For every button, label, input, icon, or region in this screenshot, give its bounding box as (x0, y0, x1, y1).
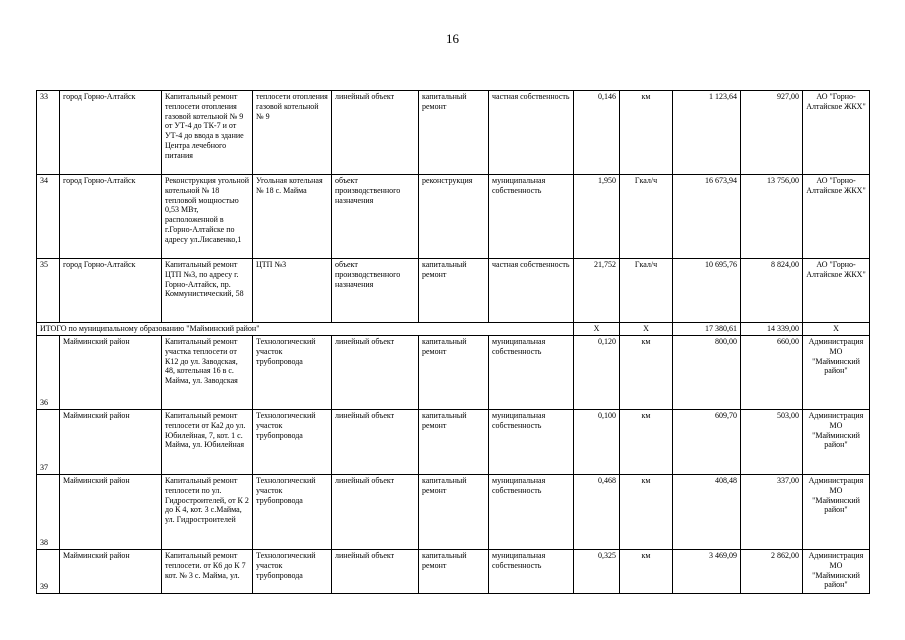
object-type-cell: линейный объект (332, 550, 419, 594)
table-row (37, 259, 870, 323)
project-name-cell: Капитальный ремонт теплосети от Ка2 до ул. Юбилейная, 7, кот. 1 с. Майма, ул. Юбилейная (162, 410, 253, 475)
locality-cell: Майминский район (60, 475, 162, 550)
cost-total-cell: 1 123,64 (673, 91, 741, 175)
ownership-cell: частная собственность (489, 259, 574, 323)
organization-cell: АО "Горно-Алтайское ЖКХ" (803, 175, 870, 259)
table-row (37, 336, 870, 410)
unit-cell: Гкал/ч (620, 175, 673, 259)
object-type-cell: линейный объект (332, 410, 419, 475)
ownership-cell: муниципальная собственность (489, 175, 574, 259)
object-cell: Технологический участок трубопровода (253, 336, 332, 410)
locality-cell: город Горно-Алтайск (60, 91, 162, 175)
locality-cell: город Горно-Алтайск (60, 175, 162, 259)
row-number: 38 (40, 538, 48, 548)
row-number: 35 (37, 259, 60, 323)
object-type-cell: линейный объект (332, 91, 419, 175)
ownership-cell: частная собственность (489, 91, 574, 175)
table-row (37, 91, 870, 175)
work-type-cell: капитальный ремонт (419, 91, 489, 175)
quantity-cell: 1,950 (574, 175, 620, 259)
object-type-cell: объект производственного назначения (332, 259, 419, 323)
unit-cell: км (620, 336, 673, 410)
work-type-cell: капитальный ремонт (419, 259, 489, 323)
cost-net-cell: 8 824,00 (741, 259, 803, 323)
locality-cell: Майминский район (60, 410, 162, 475)
object-cell: Угольная котельная № 18 с. Майма (253, 175, 332, 259)
quantity-cell: 0,468 (574, 475, 620, 550)
page-number: 16 (446, 31, 459, 46)
table-row (37, 175, 870, 259)
row-number: 36 (40, 398, 48, 408)
work-type-cell: капитальный ремонт (419, 410, 489, 475)
investment-table (36, 90, 870, 594)
total-cost-cell: 17 380,61 (673, 323, 741, 336)
cost-net-cell: 13 756,00 (741, 175, 803, 259)
work-type-cell: капитальный ремонт (419, 336, 489, 410)
cost-total-cell: 609,70 (673, 410, 741, 475)
object-cell: Технологический участок трубопровода (253, 550, 332, 594)
unit-cell: км (620, 410, 673, 475)
object-type-cell: объект производственного назначения (332, 175, 419, 259)
row-number-cell (37, 475, 60, 550)
object-cell: ЦТП №3 (253, 259, 332, 323)
project-name-cell: Капитальный ремонт теплосети по ул. Гидростроителей, от К 2 до К 4, кот. 3 с.Майма, ул. Гидростроителей (162, 475, 253, 550)
unit-cell: км (620, 475, 673, 550)
table-row (37, 410, 870, 475)
cost-net-cell: 660,00 (741, 336, 803, 410)
cost-net-cell: 503,00 (741, 410, 803, 475)
project-name-cell: Капитальный ремонт участка теплосети от К12 до ул. Заводская, 48, котельная 16 в с. Майма, ул. Заводская (162, 336, 253, 410)
table-row (37, 550, 870, 594)
cost-total-cell: 800,00 (673, 336, 741, 410)
object-cell: Технологический участок трубопровода (253, 475, 332, 550)
organization-cell: Администрация МО "Майминский район" (803, 550, 870, 594)
cost-net-cell: 927,00 (741, 91, 803, 175)
row-number-cell (37, 410, 60, 475)
work-type-cell: реконструкция (419, 175, 489, 259)
cost-total-cell: 408,48 (673, 475, 741, 550)
project-name-cell: Капитальный ремонт теплосети отопления газовой котельной № 9 от УТ-4 до ТК-7 и от УТ-4 до ввода в здание Центра лечебного питания (162, 91, 253, 175)
object-cell: теплосети отопления газовой котельной № 9 (253, 91, 332, 175)
project-name-cell: Капитальный ремонт теплосети. от К6 до К 7 кот. № 3 с. Майма, ул. (162, 550, 253, 594)
row-number: 33 (37, 91, 60, 175)
organization-cell: Администрация МО "Майминский район" (803, 475, 870, 550)
quantity-cell: 0,146 (574, 91, 620, 175)
cost-total-cell: 16 673,94 (673, 175, 741, 259)
unit-cell: км (620, 550, 673, 594)
row-number: 34 (37, 175, 60, 259)
total-label: ИТОГО по муниципальному образованию "Майминский район" (37, 323, 574, 336)
row-number-cell (37, 336, 60, 410)
quantity-cell: 0,120 (574, 336, 620, 410)
project-name-cell: Капитальный ремонт ЦТП №3, по адресу г. Горно-Алтайск, пр. Коммунистический, 58 (162, 259, 253, 323)
organization-cell: АО "Горно-Алтайское ЖКХ" (803, 91, 870, 175)
row-number: 37 (40, 463, 48, 473)
cost-total-cell: 3 469,09 (673, 550, 741, 594)
project-name-cell: Реконструкция угольной котельной № 18 тепловой мощностью 0,53 МВт, расположенной в г.Горно-Алтайске по адресу ул.Лисавенко,1 (162, 175, 253, 259)
total-unit-cell: Х (620, 323, 673, 336)
total-organization-cell: Х (803, 323, 870, 336)
object-type-cell: линейный объект (332, 336, 419, 410)
work-type-cell: капитальный ремонт (419, 475, 489, 550)
row-number: 39 (40, 582, 48, 592)
quantity-cell: 0,100 (574, 410, 620, 475)
total-quantity-cell: Х (574, 323, 620, 336)
ownership-cell: муниципальная собственность (489, 336, 574, 410)
ownership-cell: муниципальная собственность (489, 475, 574, 550)
table-row (37, 475, 870, 550)
quantity-cell: 0,325 (574, 550, 620, 594)
total-row (37, 323, 870, 336)
object-type-cell: линейный объект (332, 475, 419, 550)
organization-cell: Администрация МО "Майминский район" (803, 410, 870, 475)
quantity-cell: 21,752 (574, 259, 620, 323)
cost-net-cell: 2 862,00 (741, 550, 803, 594)
total-net-cost-cell: 14 339,00 (741, 323, 803, 336)
cost-net-cell: 337,00 (741, 475, 803, 550)
unit-cell: Гкал/ч (620, 259, 673, 323)
ownership-cell: муниципальная собственность (489, 550, 574, 594)
locality-cell: Майминский район (60, 550, 162, 594)
object-cell: Технологический участок трубопровода (253, 410, 332, 475)
row-number-cell (37, 550, 60, 594)
work-type-cell: капитальный ремонт (419, 550, 489, 594)
organization-cell: Администрация МО "Майминский район" (803, 336, 870, 410)
locality-cell: Майминский район (60, 336, 162, 410)
ownership-cell: муниципальная собственность (489, 410, 574, 475)
organization-cell: АО "Горно-Алтайское ЖКХ" (803, 259, 870, 323)
cost-total-cell: 10 695,76 (673, 259, 741, 323)
unit-cell: км (620, 91, 673, 175)
locality-cell: город Горно-Алтайск (60, 259, 162, 323)
